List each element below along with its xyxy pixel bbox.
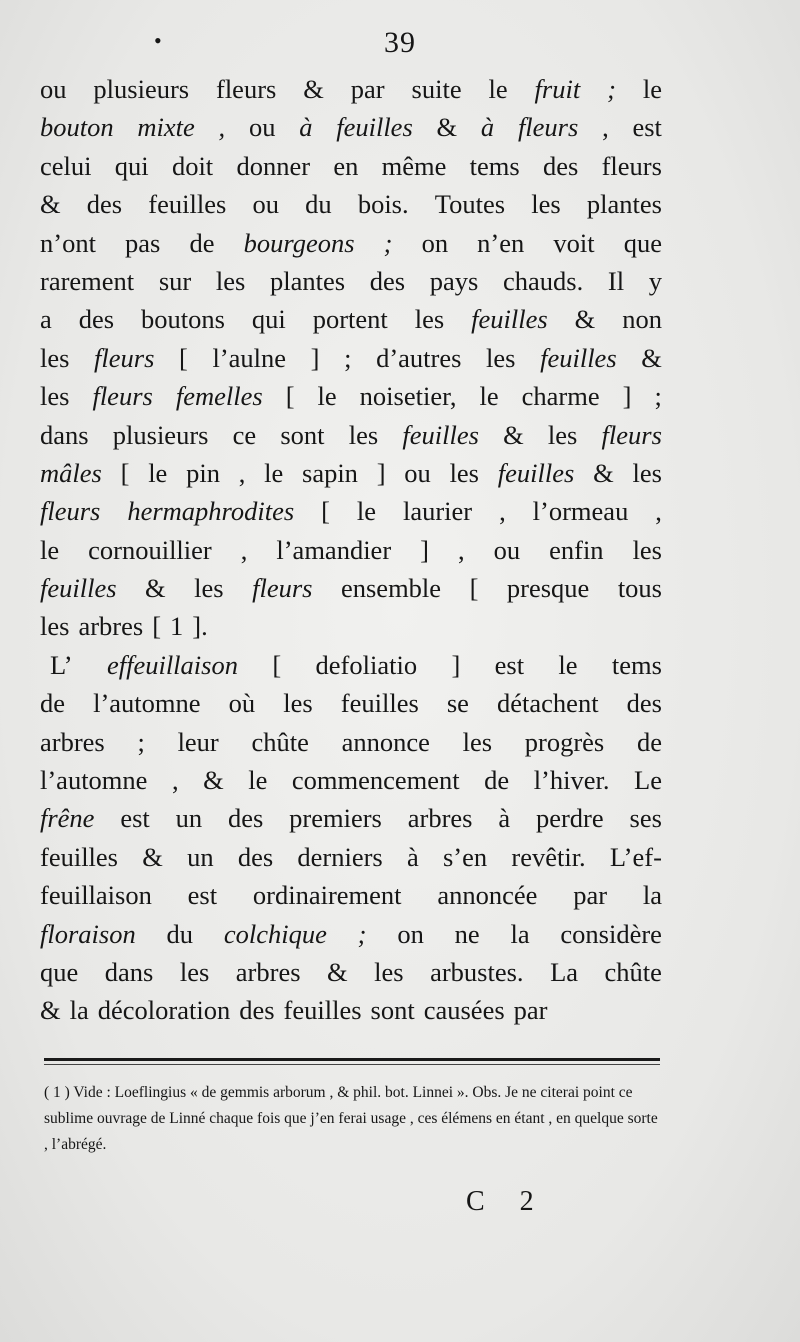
italic-word: feuilles: [402, 419, 479, 450]
text-line: [40, 569, 662, 607]
word: un: [187, 841, 214, 872]
text-line: [40, 300, 662, 338]
word: ]: [376, 457, 386, 488]
word: en: [333, 150, 359, 181]
word: [: [179, 342, 188, 373]
word: l’hiver.: [533, 765, 610, 796]
word: fleurs: [216, 74, 277, 104]
word: l’ormeau: [532, 496, 629, 527]
word: portent: [312, 304, 388, 335]
word: L’ef-: [609, 841, 662, 872]
word: arbres: [78, 611, 144, 642]
text-line: [40, 991, 662, 1029]
word: les: [215, 265, 246, 296]
word: qui: [251, 304, 286, 335]
word: la: [642, 880, 662, 911]
word: arbres: [40, 726, 105, 757]
italic-word: floraison: [40, 918, 136, 949]
italic-word: fleurs: [252, 573, 313, 604]
word: les: [348, 419, 379, 450]
body-text: [40, 70, 662, 1030]
word: leur: [177, 726, 219, 757]
word: derniers: [297, 841, 383, 872]
text-line: [40, 607, 662, 645]
word: ;: [654, 381, 662, 412]
word: de: [40, 688, 66, 719]
italic-word: fleurs: [92, 381, 153, 412]
word: y: [648, 265, 662, 296]
word: les: [194, 573, 224, 604]
word: ]: [622, 381, 632, 412]
word: feuilles: [40, 841, 118, 872]
word: ;: [137, 726, 145, 757]
word: feuilles: [148, 189, 227, 220]
italic-word: fleurs: [40, 496, 101, 527]
word: annonce: [341, 726, 430, 757]
word: ]: [310, 342, 320, 373]
word: causées: [423, 995, 505, 1026]
word: arbustes.: [430, 956, 524, 987]
word: ,: [240, 534, 248, 565]
word: ,: [655, 496, 662, 527]
word: ,: [238, 457, 246, 488]
word: à: [498, 803, 511, 834]
word: boutons: [141, 304, 225, 335]
word: pays: [429, 265, 479, 296]
word: même: [381, 150, 447, 181]
word: ou: [248, 112, 276, 143]
text-line: [40, 684, 662, 722]
word: ou: [404, 457, 431, 488]
word: &: [641, 342, 662, 373]
word: rarement: [40, 265, 135, 296]
word: les: [632, 534, 662, 565]
word: ou: [493, 534, 521, 565]
text-line: [40, 723, 662, 761]
word: premiers: [289, 803, 382, 834]
word: les: [547, 419, 578, 450]
word: de: [189, 227, 215, 258]
word: pin: [186, 457, 220, 488]
word: le: [248, 765, 268, 796]
word: les: [486, 342, 516, 373]
word: charme: [521, 381, 600, 412]
word: le: [264, 457, 284, 488]
text-line: [40, 108, 662, 146]
word: [: [469, 573, 479, 604]
italic-word: ;: [383, 227, 393, 258]
word: ]: [451, 649, 461, 680]
word: ;: [344, 342, 352, 373]
word: des: [237, 841, 274, 872]
word: progrès: [524, 726, 605, 757]
italic-word: feuilles: [40, 573, 117, 604]
word: ].: [192, 611, 208, 642]
word: ,: [457, 534, 465, 565]
word: feuilles: [340, 688, 419, 719]
text-line: [40, 876, 662, 914]
word: 1: [170, 611, 184, 642]
word: des: [78, 304, 115, 335]
word: le: [317, 381, 337, 412]
word: les: [179, 956, 210, 987]
word: le: [40, 534, 60, 565]
word: du: [166, 918, 194, 949]
word: &: [303, 74, 324, 104]
word: n’ont: [40, 227, 96, 258]
italic-word: à: [299, 112, 313, 143]
word: considère: [560, 918, 662, 949]
footnote: ( 1 ) Vide : Loeflingius « de gemmis arborum , & phil. bot. Linnei ». Obs. Je ne citerai point ce sublime ouvrage de Linné chaque fois que j’en ferai usage , ces élémens en étant , en quelque sorte , l’abrégé.: [44, 1084, 658, 1153]
text-line: [40, 646, 662, 684]
text-line: [40, 838, 662, 876]
italic-word: bouton: [40, 112, 114, 143]
word: on: [421, 227, 449, 258]
word: a: [40, 304, 52, 335]
word: &: [203, 765, 224, 796]
word: ,: [499, 496, 506, 527]
word: de: [636, 726, 662, 757]
word: on: [397, 918, 424, 949]
word: la: [69, 995, 89, 1026]
word: enfin: [549, 534, 604, 565]
word: n’en: [477, 227, 525, 258]
italic-word: fleurs: [601, 419, 662, 450]
italic-word: bourgeons: [243, 227, 355, 258]
word: doit: [171, 150, 214, 181]
word: tems: [469, 150, 520, 181]
word: arbres: [235, 956, 301, 987]
word: ]: [420, 534, 429, 565]
word: des: [543, 150, 579, 181]
word: &: [574, 304, 596, 335]
word: de: [484, 765, 510, 796]
text-line: [40, 262, 662, 300]
italic-word: mixte: [137, 112, 195, 143]
word: voit: [553, 227, 595, 258]
italic-word: feuilles: [497, 457, 575, 488]
word: sont: [370, 995, 415, 1026]
italic-word: feuilles: [540, 342, 617, 373]
word: les: [374, 956, 404, 987]
word: Il: [607, 265, 625, 296]
word: l’amandier: [276, 534, 392, 565]
text-line: [40, 761, 662, 799]
italic-word: effeuillaison: [106, 649, 238, 680]
italic-word: femelles: [175, 381, 263, 412]
word: des: [239, 995, 275, 1026]
word: les: [40, 381, 70, 412]
word: arbres: [407, 803, 473, 834]
word: laurier: [402, 496, 473, 527]
text-line: [40, 224, 662, 262]
word: [: [152, 611, 162, 642]
word: le: [148, 457, 168, 488]
word: un: [175, 803, 203, 834]
footnote-rule-thin: [44, 1064, 660, 1065]
word: les: [632, 457, 662, 488]
word: ou: [40, 74, 67, 104]
word: est: [494, 649, 525, 680]
word: feuilles: [283, 995, 362, 1026]
word: ce: [232, 419, 257, 450]
word: suite: [411, 74, 462, 104]
word: [: [272, 649, 282, 680]
italic-word: ;: [607, 74, 616, 104]
word: [: [120, 457, 130, 488]
word: dans: [40, 419, 89, 450]
word: revêtir.: [511, 841, 586, 872]
page-number: 39: [384, 26, 416, 59]
word: &: [40, 995, 61, 1026]
word: les: [462, 726, 493, 757]
italic-word: feuilles: [336, 112, 413, 143]
word: l’automne: [40, 765, 148, 796]
word: les: [449, 457, 479, 488]
word: non: [622, 304, 662, 335]
word: les: [40, 611, 70, 642]
italic-word: fleurs: [94, 342, 155, 373]
word: bois.: [357, 189, 409, 220]
word: pas: [125, 227, 161, 258]
word: presque: [506, 573, 590, 604]
word: est: [120, 803, 150, 834]
word: décoloration: [97, 995, 231, 1026]
word: ,: [602, 112, 609, 143]
text-line: [40, 185, 662, 223]
word: &: [142, 841, 163, 872]
word: où: [228, 688, 256, 719]
word: La: [550, 956, 579, 987]
word: tems: [611, 649, 662, 680]
word: sont: [280, 419, 325, 450]
word: plantes: [270, 265, 346, 296]
text-line: [40, 799, 662, 837]
word: par: [573, 880, 608, 911]
word: plusieurs: [93, 74, 190, 104]
word: ordinairement: [252, 880, 402, 911]
text-line: [40, 416, 662, 454]
word: L’: [50, 649, 73, 680]
word: se: [446, 688, 469, 719]
word: defoliatio: [315, 649, 418, 680]
word: donner: [236, 150, 311, 181]
word: par: [350, 74, 385, 104]
word: les: [283, 688, 313, 719]
word: des: [369, 265, 406, 296]
word: détachent: [497, 688, 599, 719]
word: plusieurs: [112, 419, 209, 450]
word: est: [187, 880, 218, 911]
text-line: [40, 454, 662, 492]
word: l’aulne: [212, 342, 287, 373]
text-line: [40, 70, 662, 108]
word: que: [40, 956, 79, 987]
word: dans: [104, 956, 154, 987]
text-line: [40, 492, 662, 530]
word: ses: [629, 803, 662, 834]
word: ,: [171, 765, 179, 796]
text-line: [40, 339, 662, 377]
word: sur: [158, 265, 192, 296]
text-line: [40, 915, 662, 953]
word: &: [593, 457, 614, 488]
word: le: [356, 496, 377, 527]
word: feuillaison: [40, 880, 152, 911]
word: ne: [454, 918, 480, 949]
printer-dot: •: [154, 28, 162, 53]
word: tous: [617, 573, 662, 604]
italic-word: ;: [357, 918, 367, 949]
word: Toutes: [434, 189, 506, 220]
word: chûte: [604, 956, 662, 987]
italic-word: fleurs: [517, 112, 579, 143]
word: des: [626, 688, 662, 719]
word: ensemble: [340, 573, 442, 604]
word: noisetier,: [359, 381, 457, 412]
word: du: [305, 189, 332, 220]
word: cornouillier: [88, 534, 212, 565]
word: les: [531, 189, 561, 220]
word: &: [327, 956, 348, 987]
word: annoncée: [437, 880, 538, 911]
word: que: [623, 227, 662, 258]
word: perdre: [535, 803, 604, 834]
italic-word: à: [480, 112, 495, 143]
italic-word: colchique: [223, 918, 327, 949]
word: le: [488, 74, 508, 104]
word: le: [558, 649, 578, 680]
word: par: [513, 995, 548, 1026]
word: l’automne: [93, 688, 201, 719]
italic-word: frêne: [40, 803, 95, 834]
signature-mark: C 2: [466, 1186, 548, 1217]
italic-word: feuilles: [471, 304, 548, 335]
footnote-rule: [44, 1058, 660, 1061]
italic-word: mâles: [40, 457, 102, 488]
word: celui: [40, 150, 92, 181]
word: ou: [252, 189, 279, 220]
word: chûte: [251, 726, 309, 757]
word: &: [145, 573, 166, 604]
text-line: [40, 147, 662, 185]
word: Le: [634, 765, 662, 796]
italic-word: hermaphrodites: [127, 496, 295, 527]
word: la: [510, 918, 530, 949]
word: sapin: [302, 457, 358, 488]
word: est: [632, 112, 662, 143]
word: plantes: [586, 189, 662, 220]
text-line: [40, 953, 662, 991]
word: &: [503, 419, 524, 450]
word: des: [86, 189, 123, 220]
word: d’autres: [376, 342, 462, 373]
word: [: [321, 496, 330, 527]
word: chauds.: [503, 265, 584, 296]
word: s’en: [442, 841, 488, 872]
word: &: [436, 112, 458, 143]
word: qui: [114, 150, 149, 181]
word: des: [227, 803, 264, 834]
word: les: [40, 342, 70, 373]
word: [: [285, 381, 295, 412]
word: &: [40, 189, 61, 220]
italic-word: ,: [218, 112, 226, 143]
word: le: [642, 74, 662, 104]
word: le: [479, 381, 499, 412]
text-line: [40, 377, 662, 415]
word: fleurs: [601, 150, 662, 181]
word: les: [414, 304, 445, 335]
text-line: [40, 531, 662, 569]
word: commencement: [291, 765, 460, 796]
word: à: [406, 841, 419, 872]
italic-word: fruit: [534, 74, 581, 104]
